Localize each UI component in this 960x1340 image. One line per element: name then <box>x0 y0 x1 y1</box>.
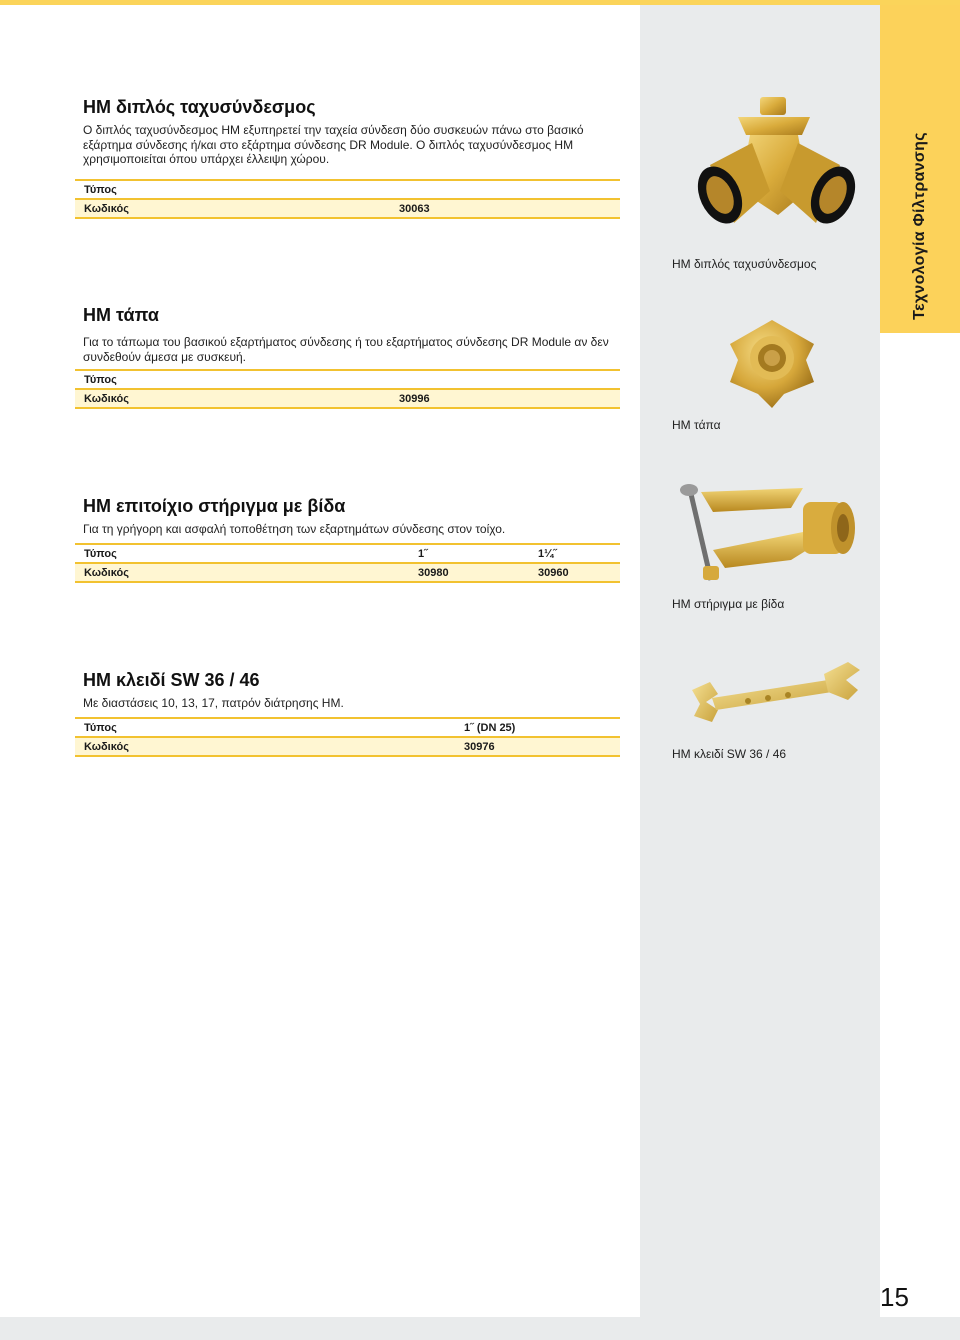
product-wrench <box>83 670 623 711</box>
product-description: Για τη γρήγορη και ασφαλή τοποθέτηση των εξαρτημάτων σύνδεσης στον τοίχο. <box>83 522 506 536</box>
spec-row-code <box>75 737 620 756</box>
code-value: 30063 <box>399 199 620 218</box>
photo-caption: HM διπλός ταχυσύνδεσμος <box>672 257 817 271</box>
type-label: Τύπος <box>75 544 418 563</box>
product-double-coupling <box>83 97 623 167</box>
photo-caption: HM τάπα <box>672 418 721 432</box>
spec-table <box>75 179 620 219</box>
photo-caption: HM κλειδί SW 36 / 46 <box>672 747 787 761</box>
spec-table <box>75 717 620 757</box>
code-value: 30980 <box>418 563 538 582</box>
type-label: Τύπος <box>75 718 464 737</box>
product-title: HM διπλός ταχυσύνδεσμος <box>83 97 316 117</box>
wrench-photo <box>688 660 863 740</box>
product-title: HM τάπα <box>83 305 159 325</box>
spec-row-type <box>75 180 620 199</box>
product-cap <box>83 305 623 364</box>
product-description: Ο διπλός ταχυσύνδεσμος HM εξυπηρετεί την ταχεία σύνδεση δύο συσκευών πάνω στο βασικό εξάρτημα σύνδεσης ή/και στο εξάρτημα σύνδεσης DR Module. Ο διπλός ταχυσύνδεσμος HM χρησιμοποιείται όπου υπάρχει έλλειψη χώρου. <box>83 123 584 166</box>
code-value: 30960 <box>538 563 620 582</box>
code-value: 30996 <box>399 389 620 408</box>
product-title: HM κλειδί SW 36 / 46 <box>83 670 260 690</box>
photo-caption: HM στήριγμα με βίδα <box>672 597 785 611</box>
product-title: HM επιτοίχιο στήριγμα με βίδα <box>83 496 346 516</box>
cap-photo <box>722 316 822 411</box>
type-label: Τύπος <box>75 180 399 199</box>
code-label: Κωδικός <box>75 199 399 218</box>
spec-row-type <box>75 544 620 563</box>
section-tab-label: Τεχνολογία Φίλτρανσης <box>911 132 928 320</box>
double-coupling-photo <box>690 95 865 245</box>
spec-row-type <box>75 370 620 389</box>
page-number: 15 <box>880 1282 909 1312</box>
code-label: Κωδικός <box>75 563 418 582</box>
type-value <box>399 370 620 389</box>
type-value: 1˝ (DN 25) <box>464 718 620 737</box>
code-label: Κωδικός <box>75 737 464 756</box>
code-value: 30976 <box>464 737 620 756</box>
bottom-band <box>0 1317 960 1340</box>
spec-row-type <box>75 718 620 737</box>
product-wall-bracket <box>83 496 623 537</box>
spec-table <box>75 543 620 583</box>
spec-row-code <box>75 389 620 408</box>
spec-row-code <box>75 563 620 582</box>
type-value <box>399 180 620 199</box>
spec-row-code <box>75 199 620 218</box>
code-label: Κωδικός <box>75 389 399 408</box>
wall-bracket-photo <box>673 480 863 585</box>
type-value: 1¼˝ <box>538 544 620 563</box>
product-description: Για το τάπωμα του βασικού εξαρτήματος σύνδεσης ή του εξαρτήματος σύνδεσης DR Module αν δεν συνδεθούν άμεσα με συσκευή. <box>83 335 609 364</box>
spec-table <box>75 369 620 409</box>
type-value: 1˝ <box>418 544 538 563</box>
type-label: Τύπος <box>75 370 399 389</box>
product-description: Με διαστάσεις 10, 13, 17, πατρόν διάτρησης HM. <box>83 696 344 710</box>
